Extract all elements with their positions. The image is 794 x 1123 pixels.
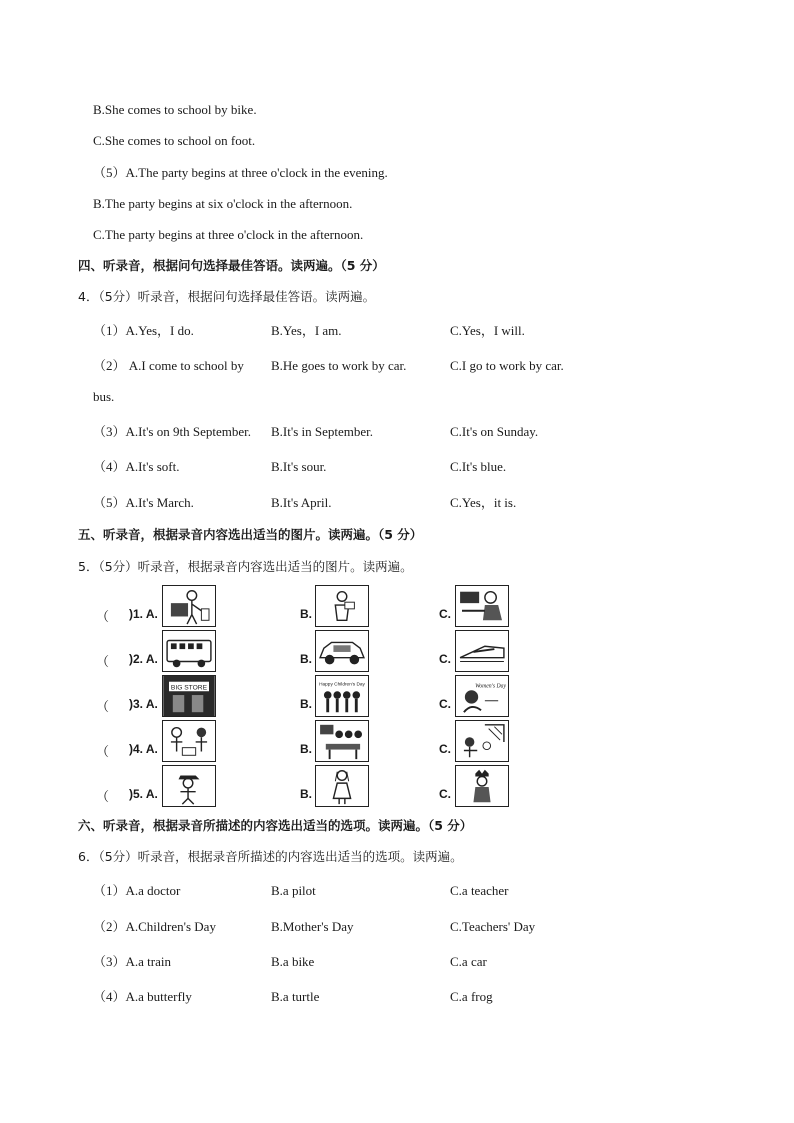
item-label: )5. A. — [129, 787, 158, 801]
item-label: )3. A. — [129, 697, 158, 711]
item-label: B. — [300, 697, 312, 711]
option-b: B.It's April. — [271, 495, 332, 510]
item-label: )2. A. — [129, 652, 158, 666]
picture-womens-day — [455, 675, 509, 717]
item-label: )4. A. — [129, 742, 158, 756]
option-a-continued: bus. — [93, 389, 115, 404]
option-b: B.Yes，I am. — [271, 323, 342, 338]
option-b: B.It's in September. — [271, 424, 374, 439]
item-label: C. — [439, 697, 451, 711]
option-b: B.He goes to work by car. — [271, 358, 407, 373]
answer-paren: （ — [96, 744, 110, 759]
option-text: B.She comes to school by bike. — [93, 102, 257, 117]
womens-day-text: Women's Day — [475, 683, 507, 690]
option-b: B.Mother's Day — [271, 919, 354, 934]
option-a: （2） A.I come to school by — [93, 358, 244, 373]
answer-paren: （ — [96, 699, 110, 714]
option-b: B.a turtle — [271, 989, 320, 1004]
option-c: C.It's on Sunday. — [450, 424, 539, 439]
option-a: （3）A.a train — [93, 954, 171, 969]
item-label: C. — [439, 652, 451, 666]
option-c: C.I go to work by car. — [450, 358, 564, 373]
item-label: B. — [300, 787, 312, 801]
picture-bus — [162, 630, 216, 672]
section-heading: 六、听录音，根据录音所描述的内容选出适当的选项。读两遍。（5 分） — [78, 818, 473, 833]
option-c: C.a frog — [450, 989, 493, 1004]
picture-people-talking — [162, 720, 216, 762]
answer-paren: （ — [96, 789, 110, 804]
option-c: C.Teachers' Day — [450, 919, 536, 934]
item-label: B. — [300, 607, 312, 621]
picture-store — [162, 675, 216, 717]
option-text: （5）A.The party begins at three o'clock in the evening. — [93, 165, 388, 180]
picture-girl-with-crown — [455, 765, 509, 807]
question-prompt: 4．（5分）听录音，根据问句选择最佳答语。读两遍。 — [78, 289, 376, 304]
picture-children-playing — [455, 720, 509, 762]
store-sign-text: BIG STORE — [170, 684, 208, 692]
item-label: B. — [300, 742, 312, 756]
item-label: )1. A. — [129, 607, 158, 621]
option-text: C.The party begins at three o'clock in the afternoon. — [93, 227, 364, 242]
option-a: （5）A.It's March. — [93, 495, 194, 510]
option-text: B.The party begins at six o'clock in the afternoon. — [93, 196, 353, 211]
item-label: C. — [439, 742, 451, 756]
option-b: B.a pilot — [271, 883, 316, 898]
option-c: C.a car — [450, 954, 487, 969]
picture-man-at-table — [455, 585, 509, 627]
option-c: C.Yes，I will. — [450, 323, 525, 338]
picture-bullet-train — [455, 630, 509, 672]
picture-family-dinner — [315, 720, 369, 762]
picture-car — [315, 630, 369, 672]
option-a: （1）A.Yes，I do. — [93, 323, 194, 338]
answer-paren: （ — [96, 609, 110, 624]
option-a: （2）A.Children's Day — [93, 919, 216, 934]
picture-boy-with-cap — [162, 765, 216, 807]
section-heading: 五、听录音，根据录音内容选出适当的图片。读两遍。（5 分） — [78, 527, 423, 542]
option-c: C.It's blue. — [450, 459, 507, 474]
question-prompt: 6．（5分）听录音，根据录音所描述的内容选出适当的选项。读两遍。 — [78, 849, 463, 864]
option-a: （3）A.It's on 9th September. — [93, 424, 251, 439]
childrens-day-text: Happy Children's Day — [319, 682, 365, 688]
option-a: （4）A.a butterfly — [93, 989, 192, 1004]
item-label: C. — [439, 787, 451, 801]
option-a: （1）A.a doctor — [93, 883, 181, 898]
question-prompt: 5．（5分）听录音，根据录音内容选出适当的图片。读两遍。 — [78, 559, 413, 574]
option-b: B.It's sour. — [271, 459, 327, 474]
picture-girl-in-dress — [315, 765, 369, 807]
option-a: （4）A.It's soft. — [93, 459, 180, 474]
answer-paren: （ — [96, 654, 110, 669]
option-text: C.She comes to school on foot. — [93, 133, 256, 148]
option-b: B.a bike — [271, 954, 315, 969]
item-label: C. — [439, 607, 451, 621]
option-c: C.a teacher — [450, 883, 509, 898]
option-c: C.Yes，it is. — [450, 495, 517, 510]
picture-man-with-suitcase — [162, 585, 216, 627]
picture-child-reading — [315, 585, 369, 627]
picture-childrens-day — [315, 675, 369, 717]
item-label: B. — [300, 652, 312, 666]
section-heading: 四、听录音，根据问句选择最佳答语。读两遍。（5 分） — [78, 258, 385, 273]
